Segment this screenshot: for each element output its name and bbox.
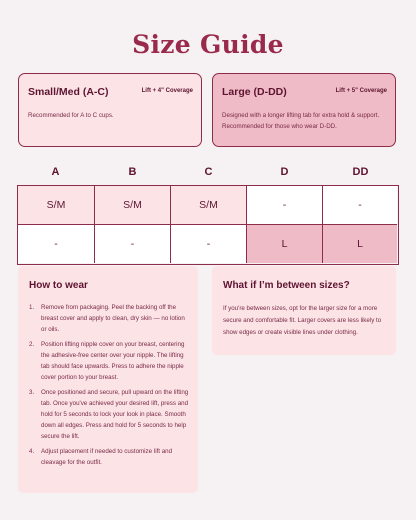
column-header-dd: DD bbox=[352, 166, 369, 178]
page-title: Size Guide bbox=[132, 30, 284, 59]
table-cell: L bbox=[323, 225, 397, 263]
how-to-wear-panel bbox=[18, 266, 198, 493]
size-card-description: Designed with a longer lifting tab for extra hold & support. Recommended for those who wear D-DD. bbox=[222, 112, 380, 130]
column-header-c: C bbox=[204, 166, 213, 178]
step-text: Adjust placement if needed to customize lift and cleavage for the outfit. bbox=[41, 448, 173, 466]
column-header-d: D bbox=[280, 166, 289, 178]
table-cell: S/M bbox=[18, 186, 95, 225]
size-card-small-med bbox=[18, 73, 202, 147]
column-header-a: A bbox=[51, 166, 60, 178]
list-item: 1. Remove from packaging. Peel the backing off the breast cover and apply to clean, dry skin — no lotion or oils. bbox=[29, 304, 185, 333]
step-text: Once positioned and secure, pull upward on the lifting tab. Once you've achieved your desired lift, press and hold for 5 seconds to lock your look in place. Smooth down all edges. Press and hold for 5 seconds to help secure the lift. bbox=[41, 389, 189, 440]
size-card-coverage: Lift + 5" Coverage bbox=[335, 88, 387, 94]
table-cell: L bbox=[247, 225, 323, 263]
size-card-description: Recommended for A to C cups. bbox=[28, 112, 114, 119]
size-card-large bbox=[212, 73, 396, 147]
table-cell: - bbox=[247, 186, 323, 225]
step-text: Remove from packaging. Peel the backing off the breast cover and apply to clean, dry skin — no lotion or oils. bbox=[41, 304, 185, 333]
size-table bbox=[17, 185, 399, 265]
table-cell: - bbox=[18, 225, 95, 263]
table-cell: S/M bbox=[95, 186, 171, 225]
how-to-wear-steps bbox=[29, 302, 191, 472]
how-to-wear-title: How to wear bbox=[29, 280, 88, 291]
list-item: 2. Position lifting nipple cover on your breast, centering the adhesive-free center over your nipple. The lifting tab should face upwards. Press to adhere the nipple cover portion to your breast. bbox=[29, 341, 185, 381]
column-header-b: B bbox=[128, 166, 137, 178]
between-sizes-title: What if I’m between sizes? bbox=[223, 280, 350, 291]
size-card-name: Large (D-DD) bbox=[222, 86, 287, 98]
size-card-coverage: Lift + 4" Coverage bbox=[141, 88, 193, 94]
step-text: Position lifting nipple cover on your breast, centering the adhesive-free center over your nipple. The lifting tab should face upwards. Press to adhere the nipple cover portion to your breast. bbox=[41, 341, 185, 381]
between-sizes-panel bbox=[212, 266, 396, 355]
table-cell: - bbox=[323, 186, 397, 225]
list-item: 4. Adjust placement if needed to customize lift and cleavage for the outfit. bbox=[29, 448, 173, 466]
between-sizes-body: If you're between sizes, opt for the larger size for a more secure and comfortable fit. Larger covers are less likely to show edges or create visible lines under clothing. bbox=[223, 305, 382, 336]
table-cell: S/M bbox=[171, 186, 247, 225]
table-cell: - bbox=[95, 225, 171, 263]
table-cell: - bbox=[171, 225, 247, 263]
size-card-name: Small/Med (A-C) bbox=[28, 86, 109, 98]
list-item: 3. Once positioned and secure, pull upward on the lifting tab. Once you've achieved your desired lift, press and hold for 5 seconds to lock your look in place. Smooth down all edges. Press and hold for 5 seconds to help secure the lift. bbox=[29, 389, 189, 440]
